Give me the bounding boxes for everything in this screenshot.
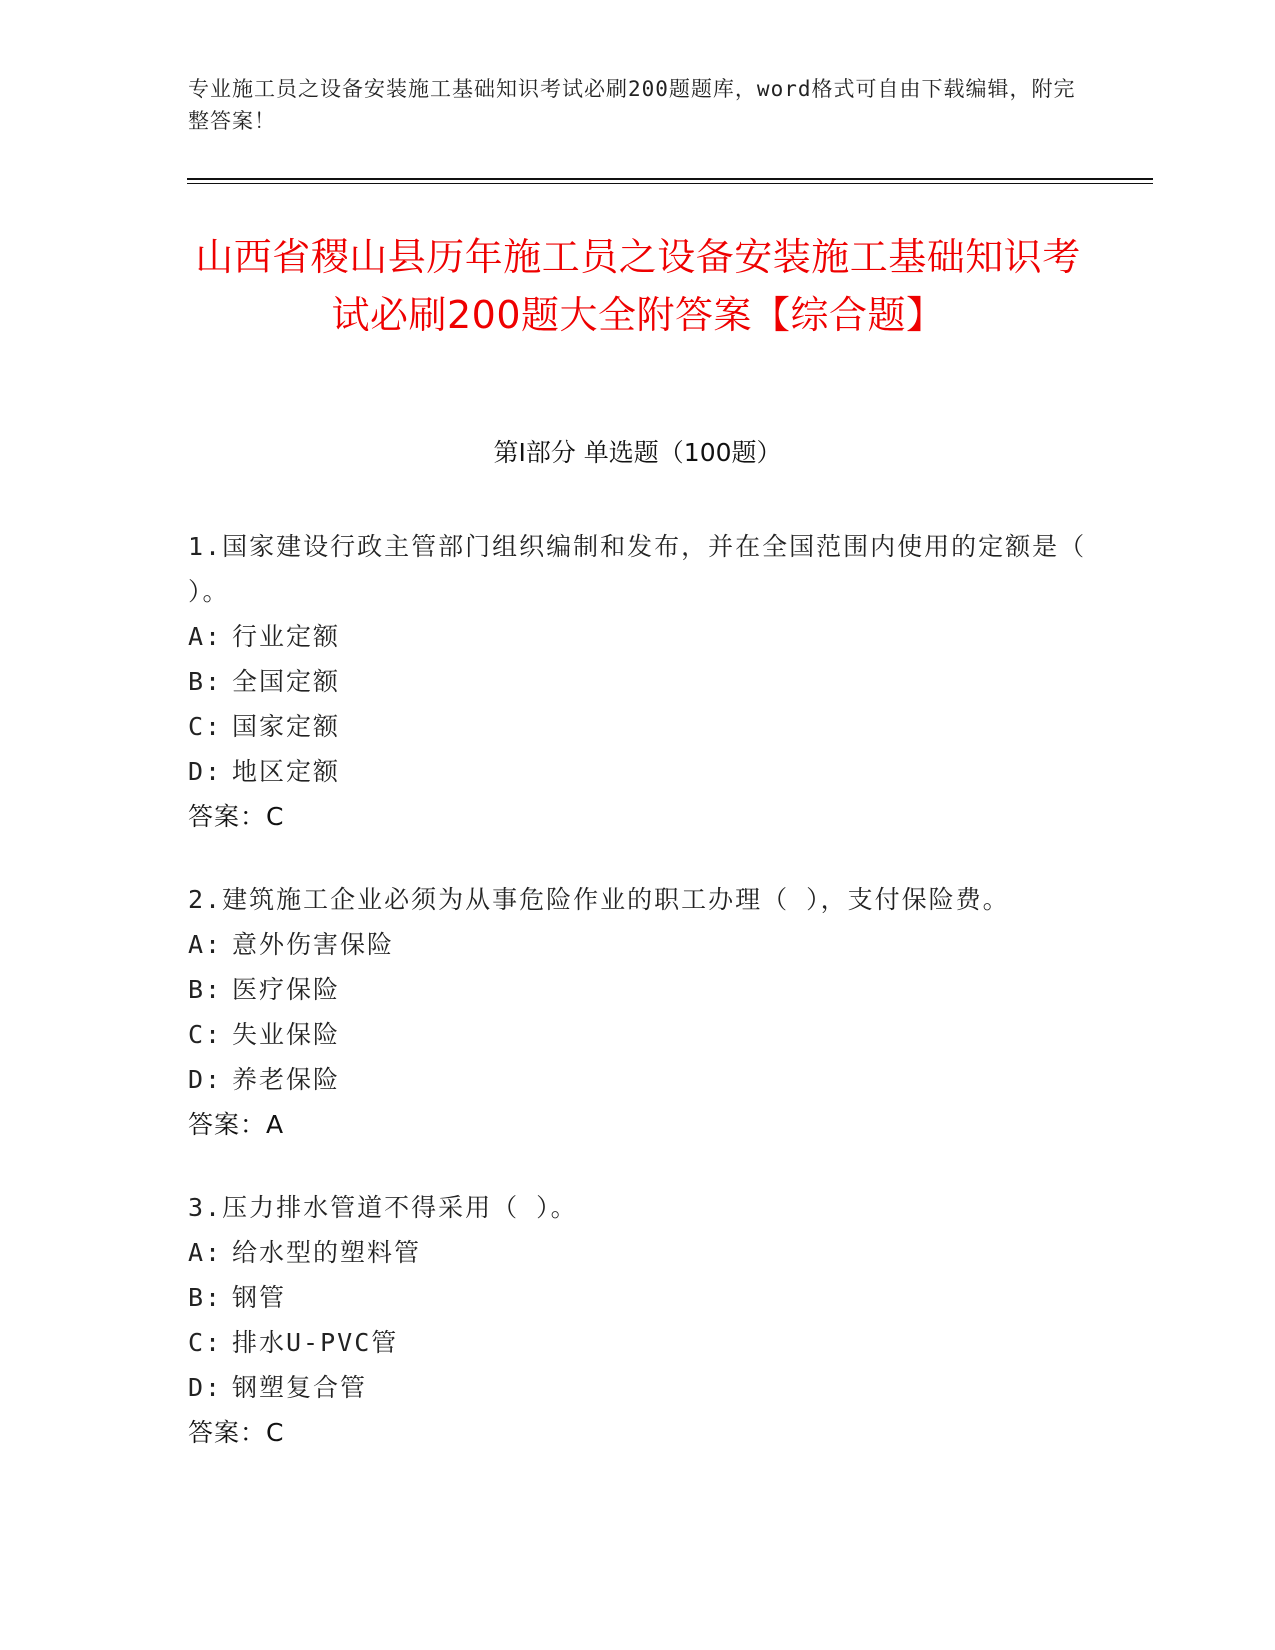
- option-key: C:: [188, 1020, 223, 1049]
- document-title: 山西省稷山县历年施工员之设备安装施工基础知识考试必刷200题大全附答案【综合题】: [195, 235, 1081, 337]
- question-stem: 3.压力排水管道不得采用（ ）。: [188, 1193, 578, 1222]
- option-d: [188, 749, 1088, 794]
- option-key: D:: [188, 1065, 223, 1094]
- answer-line: 答案：A: [188, 1110, 285, 1139]
- option-b: [188, 659, 1088, 704]
- header-divider-thick: [187, 178, 1153, 180]
- question-item: [188, 877, 1088, 1147]
- option-a: [188, 1230, 1088, 1275]
- option-text: 排水U-PVC管: [232, 1328, 399, 1357]
- question-item: [188, 1185, 1088, 1455]
- option-text: 给水型的塑料管: [232, 1238, 422, 1267]
- option-key: A:: [188, 1238, 223, 1267]
- answer-line: 答案：C: [188, 1418, 285, 1447]
- option-text: 养老保险: [232, 1065, 341, 1094]
- header-note: 专业施工员之设备安装施工基础知识考试必刷200题题库，word格式可自由下载编辑，附完整答案！: [188, 77, 1076, 133]
- option-c: [188, 1012, 1088, 1057]
- question-stem: 2.建筑施工企业必须为从事危险作业的职工办理（ ），支付保险费。: [188, 885, 1010, 914]
- option-b: [188, 1275, 1088, 1320]
- option-text: 医疗保险: [232, 975, 341, 1004]
- option-key: C:: [188, 712, 223, 741]
- option-key: B:: [188, 667, 223, 696]
- option-text: 钢塑复合管: [232, 1373, 368, 1402]
- option-a: [188, 614, 1088, 659]
- option-text: 失业保险: [232, 1020, 341, 1049]
- question-list: [188, 524, 1088, 1493]
- option-key: B:: [188, 975, 223, 1004]
- option-d: [188, 1365, 1088, 1410]
- option-text: 地区定额: [232, 757, 341, 786]
- option-text: 国家定额: [232, 712, 341, 741]
- option-key: A:: [188, 622, 223, 651]
- option-key: B:: [188, 1283, 223, 1312]
- option-a: [188, 922, 1088, 967]
- option-key: D:: [188, 757, 223, 786]
- option-d: [188, 1057, 1088, 1102]
- option-text: 意外伤害保险: [232, 930, 395, 959]
- answer-line: 答案：C: [188, 802, 285, 831]
- option-text: 行业定额: [232, 622, 341, 651]
- header-divider-thin: [187, 183, 1153, 184]
- option-key: A:: [188, 930, 223, 959]
- section-title: 第I部分 单选题（100题）: [493, 438, 782, 467]
- option-key: C:: [188, 1328, 223, 1357]
- option-key: D:: [188, 1373, 223, 1402]
- question-item: [188, 524, 1088, 839]
- option-text: 钢管: [232, 1283, 287, 1312]
- option-c: [188, 704, 1088, 749]
- option-text: 全国定额: [232, 667, 341, 696]
- option-b: [188, 967, 1088, 1012]
- option-c: [188, 1320, 1088, 1365]
- question-stem: 1.国家建设行政主管部门组织编制和发布，并在全国范围内使用的定额是（ ）。: [188, 532, 1087, 606]
